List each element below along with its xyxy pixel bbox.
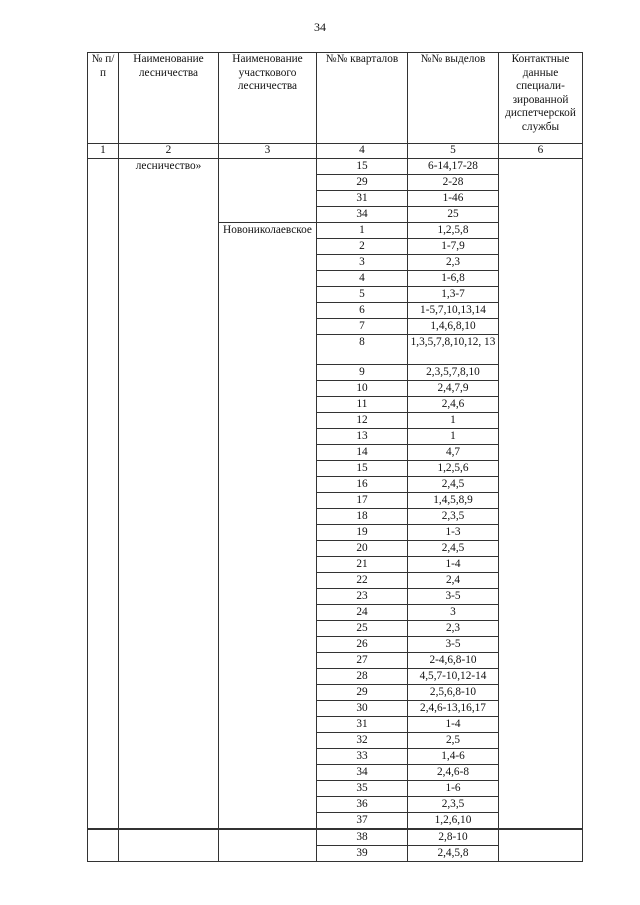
header-number: № п/п xyxy=(88,53,119,144)
allotment-numbers-cell: 1,4,6,8,10 xyxy=(408,319,499,335)
quarter-number-cell: 26 xyxy=(317,637,408,653)
district-empty-cell xyxy=(219,829,317,862)
column-number-row xyxy=(88,144,583,159)
allotment-numbers-cell: 2,3 xyxy=(408,255,499,271)
contacts-cell xyxy=(499,829,583,862)
quarter-number-cell: 5 xyxy=(317,287,408,303)
quarter-number-cell: 14 xyxy=(317,445,408,461)
allotment-numbers-cell: 1-5,7,10,13,14 xyxy=(408,303,499,319)
quarter-number-cell: 22 xyxy=(317,573,408,589)
quarter-number-cell: 15 xyxy=(317,461,408,477)
quarter-number-cell: 19 xyxy=(317,525,408,541)
quarter-number-cell: 37 xyxy=(317,813,408,830)
allotment-numbers-cell: 4,5,7-10,12-14 xyxy=(408,669,499,685)
allotment-numbers-cell: 2,4,5,8 xyxy=(408,846,499,862)
quarter-number-cell: 34 xyxy=(317,207,408,223)
table-row xyxy=(88,159,583,175)
quarter-number-cell: 15 xyxy=(317,159,408,175)
allotment-numbers-cell: 2,5,6,8-10 xyxy=(408,685,499,701)
quarter-number-cell: 3 xyxy=(317,255,408,271)
quarter-number-cell: 9 xyxy=(317,365,408,381)
page-number: 34 xyxy=(314,20,326,34)
column-number: 5 xyxy=(408,144,499,159)
contacts-cell xyxy=(499,159,583,830)
quarter-number-cell: 11 xyxy=(317,397,408,413)
district-empty-cell xyxy=(219,159,317,223)
allotment-numbers-cell: 1,2,5,6 xyxy=(408,461,499,477)
allotment-numbers-cell: 1,3,5,7,8,10,12, 13 xyxy=(408,335,499,365)
quarter-number-cell: 31 xyxy=(317,191,408,207)
header-allotments: №№ выделов xyxy=(408,53,499,144)
allotment-numbers-cell: 3-5 xyxy=(408,637,499,653)
allotment-numbers-cell: 1-3 xyxy=(408,525,499,541)
quarter-number-cell: 32 xyxy=(317,733,408,749)
allotment-numbers-cell: 2,4,6-13,16,17 xyxy=(408,701,499,717)
allotment-numbers-cell: 2,8-10 xyxy=(408,829,499,846)
allotment-numbers-cell: 3-5 xyxy=(408,589,499,605)
quarter-number-cell: 21 xyxy=(317,557,408,573)
quarter-number-cell: 36 xyxy=(317,797,408,813)
allotment-numbers-cell: 1-6,8 xyxy=(408,271,499,287)
header-row xyxy=(88,53,583,144)
row-number-cell xyxy=(88,159,119,830)
quarter-number-cell: 29 xyxy=(317,175,408,191)
allotment-numbers-cell: 1 xyxy=(408,429,499,445)
allotment-numbers-cell: 2,4,7,9 xyxy=(408,381,499,397)
quarter-number-cell: 2 xyxy=(317,239,408,255)
quarter-number-cell: 18 xyxy=(317,509,408,525)
allotment-numbers-cell: 2-4,6,8-10 xyxy=(408,653,499,669)
table-row xyxy=(88,829,583,846)
allotment-numbers-cell: 4,7 xyxy=(408,445,499,461)
allotment-numbers-cell: 25 xyxy=(408,207,499,223)
table-body xyxy=(88,159,583,862)
quarter-number-cell: 12 xyxy=(317,413,408,429)
quarter-number-cell: 13 xyxy=(317,429,408,445)
allotment-numbers-cell: 1 xyxy=(408,413,499,429)
forestry-name-cell: лесничество» xyxy=(119,159,219,830)
quarter-number-cell: 20 xyxy=(317,541,408,557)
header-forestry: Наименование лесничества xyxy=(119,53,219,144)
allotment-numbers-cell: 2,3 xyxy=(408,621,499,637)
quarter-number-cell: 7 xyxy=(317,319,408,335)
quarter-number-cell: 8 xyxy=(317,335,408,365)
quarter-number-cell: 39 xyxy=(317,846,408,862)
allotment-numbers-cell: 6-14,17-28 xyxy=(408,159,499,175)
quarter-number-cell: 35 xyxy=(317,781,408,797)
allotment-numbers-cell: 1-46 xyxy=(408,191,499,207)
allotment-numbers-cell: 1-4 xyxy=(408,557,499,573)
allotment-numbers-cell: 2,3,5 xyxy=(408,797,499,813)
allotment-numbers-cell: 2-28 xyxy=(408,175,499,191)
allotment-numbers-cell: 1,2,6,10 xyxy=(408,813,499,830)
allotment-numbers-cell: 2,4,6-8 xyxy=(408,765,499,781)
allotment-numbers-cell: 2,4,6 xyxy=(408,397,499,413)
allotment-numbers-cell: 1,4-6 xyxy=(408,749,499,765)
quarter-number-cell: 27 xyxy=(317,653,408,669)
allotment-numbers-cell: 2,4,5 xyxy=(408,541,499,557)
allotment-numbers-cell: 2,3,5 xyxy=(408,509,499,525)
allotment-numbers-cell: 1-7,9 xyxy=(408,239,499,255)
quarter-number-cell: 34 xyxy=(317,765,408,781)
allotment-numbers-cell: 1,4,5,8,9 xyxy=(408,493,499,509)
column-number: 3 xyxy=(219,144,317,159)
forestry-name-cell xyxy=(119,829,219,862)
allotment-numbers-cell: 2,3,5,7,8,10 xyxy=(408,365,499,381)
allotment-numbers-cell: 1-6 xyxy=(408,781,499,797)
allotment-numbers-cell: 2,4 xyxy=(408,573,499,589)
quarter-number-cell: 33 xyxy=(317,749,408,765)
quarter-number-cell: 30 xyxy=(317,701,408,717)
header-district-forestry: Наименование участкового лесничества xyxy=(219,53,317,144)
quarter-number-cell: 23 xyxy=(317,589,408,605)
quarter-number-cell: 1 xyxy=(317,223,408,239)
quarter-number-cell: 29 xyxy=(317,685,408,701)
quarter-number-cell: 25 xyxy=(317,621,408,637)
quarter-number-cell: 38 xyxy=(317,829,408,846)
row-number-cell xyxy=(88,829,119,862)
quarter-number-cell: 4 xyxy=(317,271,408,287)
column-number: 1 xyxy=(88,144,119,159)
allotment-numbers-cell: 3 xyxy=(408,605,499,621)
district-name-cell: Новониколаевское xyxy=(219,223,317,830)
column-number: 6 xyxy=(499,144,583,159)
quarter-number-cell: 10 xyxy=(317,381,408,397)
header-quarters: №№ кварталов xyxy=(317,53,408,144)
column-number: 4 xyxy=(317,144,408,159)
header-contacts: Контактные данные специали-зированной диспетчерской службы xyxy=(499,53,583,144)
quarter-number-cell: 24 xyxy=(317,605,408,621)
allotment-numbers-cell: 1,2,5,8 xyxy=(408,223,499,239)
quarter-number-cell: 17 xyxy=(317,493,408,509)
allotment-numbers-cell: 1,3-7 xyxy=(408,287,499,303)
quarter-number-cell: 6 xyxy=(317,303,408,319)
forest-quarters-table xyxy=(87,52,583,862)
quarter-number-cell: 28 xyxy=(317,669,408,685)
allotment-numbers-cell: 2,5 xyxy=(408,733,499,749)
column-number: 2 xyxy=(119,144,219,159)
quarter-number-cell: 31 xyxy=(317,717,408,733)
quarter-number-cell: 16 xyxy=(317,477,408,493)
allotment-numbers-cell: 2,4,5 xyxy=(408,477,499,493)
allotment-numbers-cell: 1-4 xyxy=(408,717,499,733)
